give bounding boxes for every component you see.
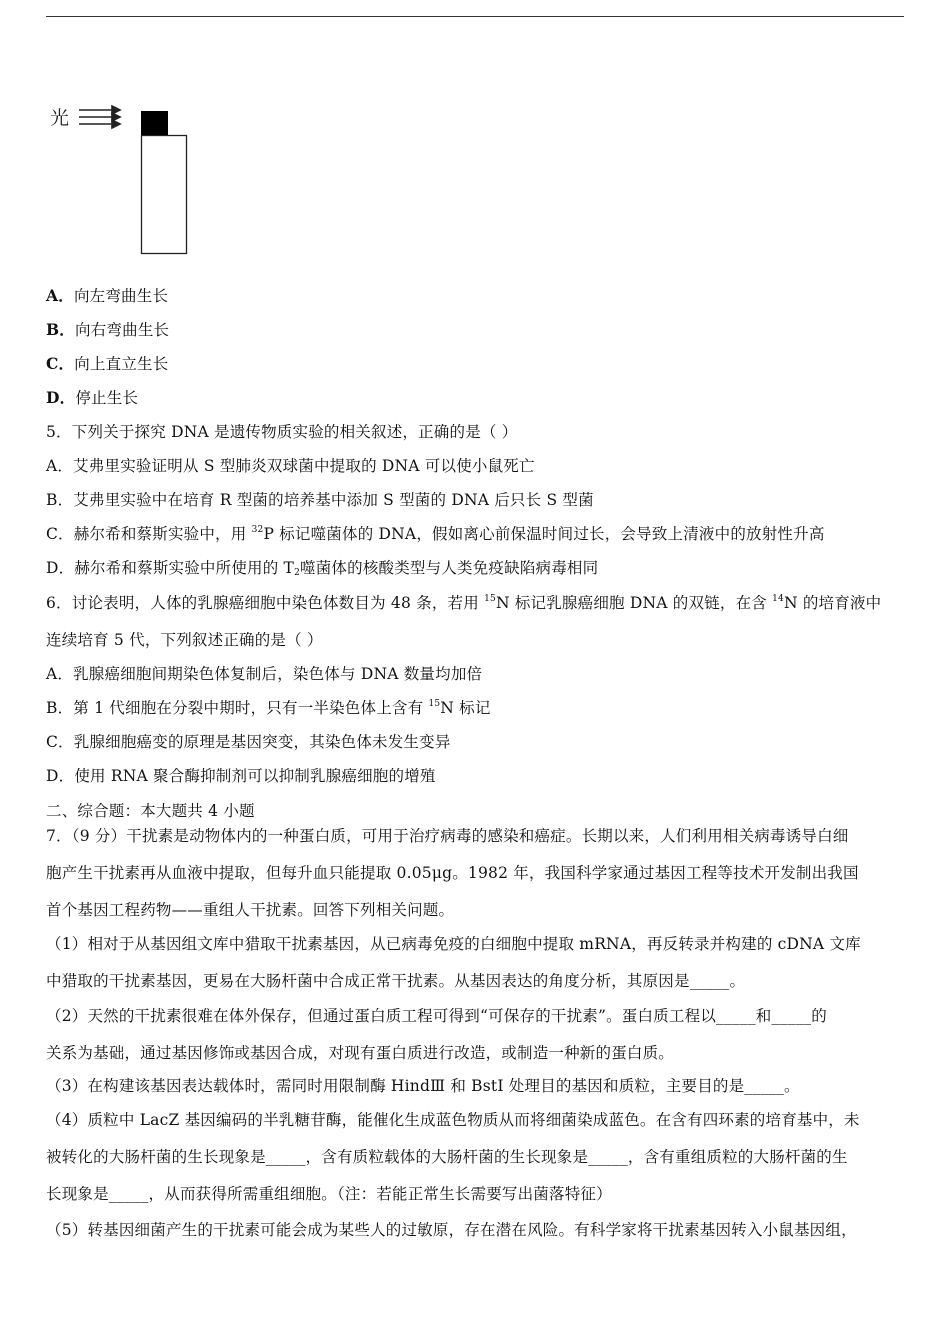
q5-option-a: A．艾弗里实验证明从 S 型肺炎双球菌中提取的 DNA 可以使小鼠死亡	[46, 457, 535, 475]
q7-line-1: 7．（9 分）干扰素是动物体内的一种蛋白质，可用于治疗病毒的感染和癌症。长期以来，人们利用相关病毒诱导白细	[46, 827, 849, 845]
q4-option-d: D．停止生长	[46, 388, 139, 407]
light-label: 光	[50, 107, 70, 129]
q7-part3: （3）在构建该基因表达载体时，需同时用限制酶 HindⅢ 和 BstI 处理目的基因和质粒，主要目的是_____。	[46, 1077, 800, 1095]
q7-line-2: 胞产生干扰素再从血液中提取，但每升血只能提取 0.05μg。1982 年，我国科学家通过基因工程等技术开发制出我国	[46, 864, 859, 882]
section-heading: 二、综合题：本大题共 4 小题	[46, 802, 255, 820]
light-arrows-icon	[79, 106, 120, 128]
q6-option-a: A．乳腺癌细胞间期染色体复制后，染色体与 DNA 数量均加倍	[46, 665, 483, 683]
q7-part4-b: 被转化的大肠杆菌的生长现象是_____，含有质粒载体的大肠杆菌的生长现象是_____，含有重组质粒的大肠杆菌的生	[46, 1148, 848, 1166]
q5-option-c: C．赫尔希和蔡斯实验中，用 $^{32}$P 标记噬菌体的 DNA，假如离心前保温时间过长，会导致上清液中的放射性升高	[46, 525, 825, 543]
q6-stem: 6．讨论表明，人体的乳腺癌细胞中染色体数目为 48 条，若用 $^{15}$N 标记乳腺癌细胞 DNA 的双链，在含 $^{14}$N 的培育液中	[46, 594, 882, 612]
q5-option-d: D．赫尔希和蔡斯实验中所使用的 $T_2$噬菌体的核酸类型与人类免疫缺陷病毒相同	[46, 559, 599, 578]
opaque-cap	[141, 111, 168, 135]
q6-option-c: C．乳腺细胞癌变的原理是基因突变，其染色体未发生变异	[46, 733, 451, 751]
q4-option-b: B．向右弯曲生长	[46, 320, 170, 339]
q7-part4-a: （4）质粒中 LacZ 基因编码的半乳糖苷酶，能催化生成蓝色物质从而将细菌染成蓝色。在含有四环素的培育基中，未	[46, 1111, 860, 1129]
header-rule	[46, 16, 904, 17]
q7-line-3: 首个基因工程药物——重组人干扰素。回答下列相关问题。	[46, 901, 455, 919]
seedling-coleoptile	[142, 136, 187, 254]
q7-part5: （5）转基因细菌产生的干扰素可能会成为某些人的过敏原，存在潜在风险。有科学家将干扰素基因转入小鼠基因组，	[46, 1221, 857, 1239]
q6-option-d: D．使用 RNA 聚合酶抑制剂可以抑制乳腺癌细胞的增殖	[46, 767, 436, 785]
q5-stem: 5．下列关于探究 DNA 是遗传物质实验的相关叙述，正确的是（ ）	[46, 423, 518, 441]
q4-option-a: A．向左弯曲生长	[46, 286, 169, 305]
q6-option-b: B．第 1 代细胞在分裂中期时，只有一半染色体上含有 $^{15}$N 标记	[46, 699, 491, 717]
figure-svg	[48, 100, 198, 260]
phototropism-figure	[48, 100, 198, 260]
q5-option-b: B．艾弗里实验中在培育 R 型菌的培养基中添加 S 型菌的 DNA 后只长 S 型菌	[46, 491, 594, 509]
q7-part2-a: （2）天然的干扰素很难在体外保存，但通过蛋白质工程可得到“可保存的干扰素”。蛋白质工程以_____和_____的	[46, 1007, 827, 1025]
q7-part1-b: 中猎取的干扰素基因，更易在大肠杆菌中合成正常干扰素。从基因表达的角度分析，其原因是_____。	[46, 972, 746, 990]
q7-part4-c: 长现象是_____，从而获得所需重组细胞。（注：若能正常生长需要写出菌落特征）	[46, 1185, 612, 1203]
q4-option-c: C．向上直立生长	[46, 354, 169, 373]
q6-stem-line2: 连续培育 5 代，下列叙述正确的是（ ）	[46, 631, 323, 649]
q7-part1-a: （1）相对于从基因组文库中猎取干扰素基因，从已病毒免疫的白细胞中提取 mRNA，再反转录并构建的 cDNA 文库	[46, 935, 861, 953]
q7-part2-b: 关系为基础，通过基因修饰或基因合成，对现有蛋白质进行改造，或制造一种新的蛋白质。	[46, 1044, 675, 1062]
